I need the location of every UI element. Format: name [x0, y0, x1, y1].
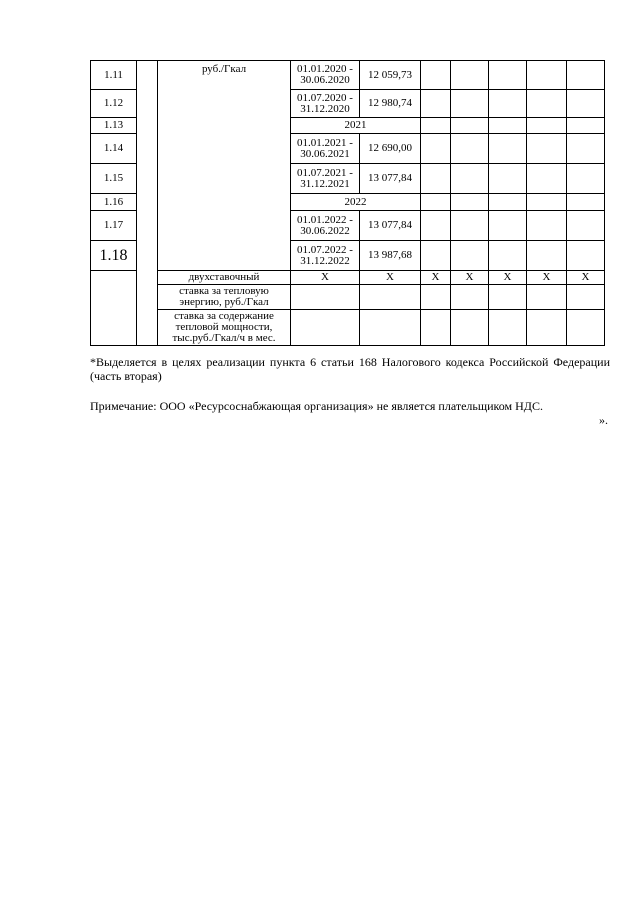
energy-rate-label: ставка за тепловую энергию, руб./Гкал [158, 285, 291, 310]
empty-cell [527, 164, 567, 194]
value-cell: 12 980,74 [360, 90, 421, 118]
empty-cell [421, 164, 451, 194]
value-cell: 12 059,73 [360, 61, 421, 90]
year-cell: 2021 [291, 118, 421, 134]
period-cell: 01.01.2020 - 30.06.2020 [291, 61, 360, 90]
empty-cell [421, 285, 451, 310]
x-mark: X [567, 271, 605, 285]
x-mark: X [489, 271, 527, 285]
empty-number-cell [91, 271, 137, 346]
empty-cell [421, 310, 451, 346]
empty-cell [527, 61, 567, 90]
empty-cell [567, 310, 605, 346]
empty-cell [489, 194, 527, 211]
empty-cell [451, 118, 489, 134]
capacity-rate-label: ставка за содержание тепловой мощности, тыс.руб./Гкал/ч в мес. [158, 310, 291, 346]
empty-cell [291, 310, 360, 346]
closing-quote: ». [599, 413, 608, 427]
period-cell: 01.07.2021 - 31.12.2021 [291, 164, 360, 194]
empty-cell [451, 194, 489, 211]
empty-cell [421, 194, 451, 211]
empty-cell [567, 211, 605, 241]
empty-cell [527, 211, 567, 241]
row-number: 1.14 [91, 134, 137, 164]
empty-cell [567, 61, 605, 90]
period-cell: 01.07.2022 - 31.12.2022 [291, 241, 360, 271]
empty-cell [421, 134, 451, 164]
x-mark: X [527, 271, 567, 285]
empty-cell [451, 310, 489, 346]
empty-cell [489, 118, 527, 134]
empty-cell [567, 118, 605, 134]
x-mark: X [451, 271, 489, 285]
empty-cell [567, 134, 605, 164]
empty-cell [421, 118, 451, 134]
empty-cell [489, 134, 527, 164]
empty-cell [451, 134, 489, 164]
empty-cell [567, 285, 605, 310]
empty-cell [489, 164, 527, 194]
empty-cell [489, 61, 527, 90]
empty-cell [527, 310, 567, 346]
year-cell: 2022 [291, 194, 421, 211]
empty-cell [527, 241, 567, 271]
empty-cell [421, 61, 451, 90]
row-number: 1.15 [91, 164, 137, 194]
empty-cell [567, 241, 605, 271]
period-cell: 01.01.2022 - 30.06.2022 [291, 211, 360, 241]
empty-cell [527, 134, 567, 164]
table-row [91, 310, 605, 346]
empty-cell [291, 285, 360, 310]
table-row [91, 271, 605, 285]
empty-cell [451, 90, 489, 118]
value-cell: 13 077,84 [360, 164, 421, 194]
empty-cell [360, 310, 421, 346]
row-number: 1.17 [91, 211, 137, 241]
two-part-label: двухставочный [158, 271, 291, 285]
row-number: 1.13 [91, 118, 137, 134]
empty-cell [567, 90, 605, 118]
empty-cell [527, 194, 567, 211]
empty-cell [421, 90, 451, 118]
empty-cell [451, 285, 489, 310]
x-mark: X [360, 271, 421, 285]
row-number: 1.16 [91, 194, 137, 211]
row-number: 1.18 [91, 241, 137, 271]
empty-cell [421, 241, 451, 271]
empty-cell [451, 241, 489, 271]
empty-cell [360, 285, 421, 310]
vat-footnote: *Выделяется в целях реализации пункта 6 статьи 168 Налогового кодекса Российской Федерации (часть вторая) [90, 355, 610, 383]
tariff-table [90, 60, 605, 346]
value-cell: 13 987,68 [360, 241, 421, 271]
empty-cell [489, 285, 527, 310]
period-cell: 01.07.2020 - 31.12.2020 [291, 90, 360, 118]
empty-cell [451, 211, 489, 241]
empty-cell [489, 241, 527, 271]
period-cell: 01.01.2021 - 30.06.2021 [291, 134, 360, 164]
vat-remark: Примечание: ООО «Ресурсоснабжающая организация» не является плательщиком НДС. [90, 399, 543, 413]
empty-cell [527, 285, 567, 310]
empty-cell [567, 194, 605, 211]
empty-cell [489, 310, 527, 346]
empty-cell [489, 211, 527, 241]
empty-cell [421, 211, 451, 241]
value-cell: 13 077,84 [360, 211, 421, 241]
x-mark: X [421, 271, 451, 285]
value-cell: 12 690,00 [360, 134, 421, 164]
row-number: 1.11 [91, 61, 137, 90]
x-mark: X [291, 271, 360, 285]
unit-label: руб./Гкал [158, 61, 291, 271]
table-row [91, 285, 605, 310]
row-number: 1.12 [91, 90, 137, 118]
empty-cell [527, 90, 567, 118]
empty-cell [567, 164, 605, 194]
empty-cell [451, 61, 489, 90]
empty-column [137, 61, 158, 346]
empty-cell [489, 90, 527, 118]
table-row [91, 61, 605, 90]
empty-cell [451, 164, 489, 194]
empty-cell [527, 118, 567, 134]
